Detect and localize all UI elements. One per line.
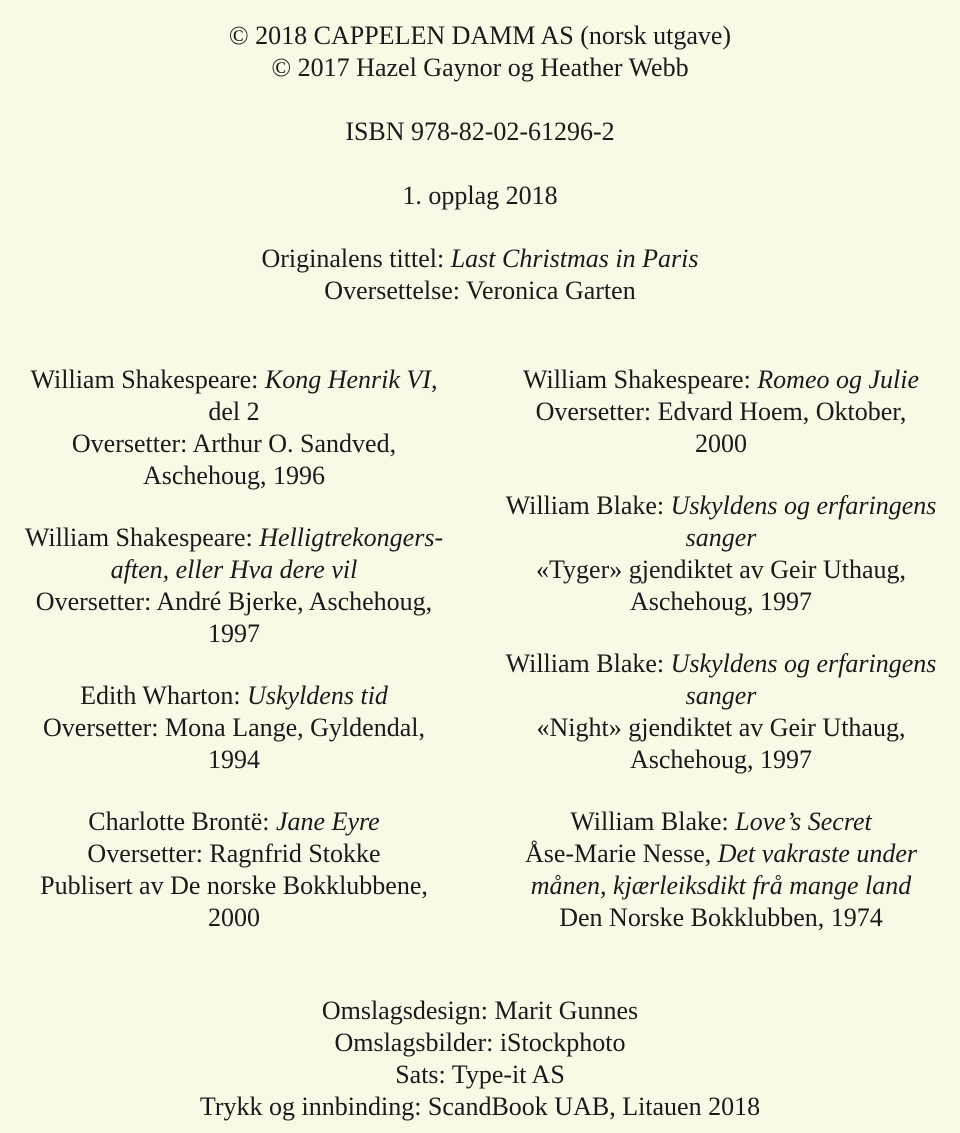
credit-text: Åse-Marie Nesse, — [524, 839, 718, 868]
credit-text: Oversetter: André Bjerke, Aschehoug, — [35, 587, 433, 616]
isbn: ISBN 978-82-02-61296-2 — [345, 117, 615, 146]
credit-text: Aschehoug, 1997 — [630, 587, 812, 616]
work-title-text: Jane Eyre — [276, 807, 380, 836]
production-credits — [0, 995, 960, 1123]
permission-entry — [9, 680, 459, 776]
credit-text: Oversetter: Arthur O. Sandved, — [71, 429, 397, 458]
permission-line — [496, 522, 946, 554]
credit-text: William Shakespeare: — [522, 365, 758, 394]
work-title-text: Uskyldens og erfaringens — [670, 649, 937, 678]
original-title-block — [0, 243, 960, 307]
permission-line — [496, 712, 946, 744]
credit-text: William Shakespeare: — [30, 365, 265, 394]
permission-entry — [496, 364, 946, 460]
permission-line — [9, 522, 459, 554]
credit-text: del 2 — [208, 397, 260, 426]
original-title-value: Last Christmas in Paris — [450, 244, 699, 273]
credit-text: William Blake: — [570, 807, 736, 836]
printing-edition: 1. opplag 2018 — [402, 181, 558, 210]
permission-line — [496, 838, 946, 870]
permission-line — [9, 870, 459, 902]
copyright-block — [0, 20, 960, 84]
permission-line — [9, 554, 459, 586]
permission-line — [496, 396, 946, 428]
permission-line — [496, 680, 946, 712]
permission-line — [9, 712, 459, 744]
permission-entry — [9, 364, 459, 492]
work-title-text: Uskyldens og erfaringens — [670, 491, 937, 520]
work-title-text: sanger — [685, 523, 757, 552]
translator-line: Oversettelse: Veronica Garten — [324, 276, 636, 305]
permission-line — [496, 586, 946, 618]
credit-text: Edith Wharton: — [80, 681, 248, 710]
work-title-text: Love’s Secret — [735, 807, 872, 836]
permission-line — [496, 806, 946, 838]
credit-text: «Night» gjendiktet av Geir Uthaug, — [536, 713, 906, 742]
work-title-text: sanger — [685, 681, 757, 710]
work-title-text: Det vakraste under — [717, 839, 918, 868]
right-permissions-column — [496, 364, 946, 964]
permission-line — [9, 838, 459, 870]
permission-line — [9, 364, 459, 396]
permission-line — [9, 586, 459, 618]
permission-line — [496, 744, 946, 776]
credit-text: 2000 — [695, 429, 747, 458]
permission-line — [496, 554, 946, 586]
credit-text: 1994 — [208, 745, 260, 774]
credit-text: «Tyger» gjendiktet av Geir Uthaug, — [535, 555, 907, 584]
original-title-line — [0, 243, 960, 275]
permission-entry — [496, 806, 946, 934]
permission-line — [9, 744, 459, 776]
work-title-text: Helligtrekongers- — [259, 523, 444, 552]
permission-line — [9, 902, 459, 934]
permission-line — [9, 806, 459, 838]
credit-line: Trykk og innbinding: ScandBook UAB, Litauen 2018 — [199, 1092, 761, 1121]
permission-line — [9, 618, 459, 650]
work-title-text: Romeo og Julie — [757, 365, 920, 394]
credit-text: Aschehoug, 1996 — [143, 461, 325, 490]
credit-text: William Blake: — [505, 491, 671, 520]
permission-entry — [496, 490, 946, 618]
permission-line — [9, 396, 459, 428]
credit-text: Den Norske Bokklubben, 1974 — [559, 903, 883, 932]
credit-text: William Shakespeare: — [24, 523, 260, 552]
permission-line — [496, 902, 946, 934]
credit-text: Oversetter: Mona Lange, Gyldendal, — [43, 713, 425, 742]
original-title-label: Originalens tittel: — [261, 244, 451, 273]
credit-text: Oversetter: Edvard Hoem, Oktober, — [535, 397, 907, 426]
permission-line — [9, 680, 459, 712]
permission-line — [496, 870, 946, 902]
credit-line: Omslagsbilder: iStockphoto — [334, 1028, 626, 1057]
copyright-line: © 2018 CAPPELEN DAMM AS (norsk utgave) — [228, 21, 732, 50]
credit-line: Sats: Type-it AS — [395, 1060, 565, 1089]
credit-text: Publisert av De norske Bokklubbene, — [40, 871, 428, 900]
work-title-text: Kong Henrik VI, — [264, 365, 438, 394]
credit-line: Omslagsdesign: Marit Gunnes — [321, 996, 639, 1025]
credit-text: Oversetter: Ragnfrid Stokke — [87, 839, 381, 868]
work-title-text: aften, eller Hva dere vil — [110, 555, 358, 584]
credit-text: Charlotte Brontë: — [88, 807, 277, 836]
copyright-line: © 2017 Hazel Gaynor og Heather Webb — [271, 53, 689, 82]
permission-entry — [9, 522, 459, 650]
credit-text: Aschehoug, 1997 — [630, 745, 812, 774]
permission-line — [496, 648, 946, 680]
permission-line — [9, 428, 459, 460]
permission-entry — [9, 806, 459, 934]
work-title-text: Uskyldens tid — [247, 681, 388, 710]
work-title-text: månen, kjærleiksdikt frå mange land — [530, 871, 912, 900]
permission-entry — [496, 648, 946, 776]
credit-text: 2000 — [208, 903, 260, 932]
permission-line — [496, 428, 946, 460]
permission-line — [496, 490, 946, 522]
permission-line — [496, 364, 946, 396]
credit-text: William Blake: — [505, 649, 671, 678]
permission-line — [9, 460, 459, 492]
left-permissions-column — [9, 364, 459, 964]
credit-text: 1997 — [208, 619, 260, 648]
